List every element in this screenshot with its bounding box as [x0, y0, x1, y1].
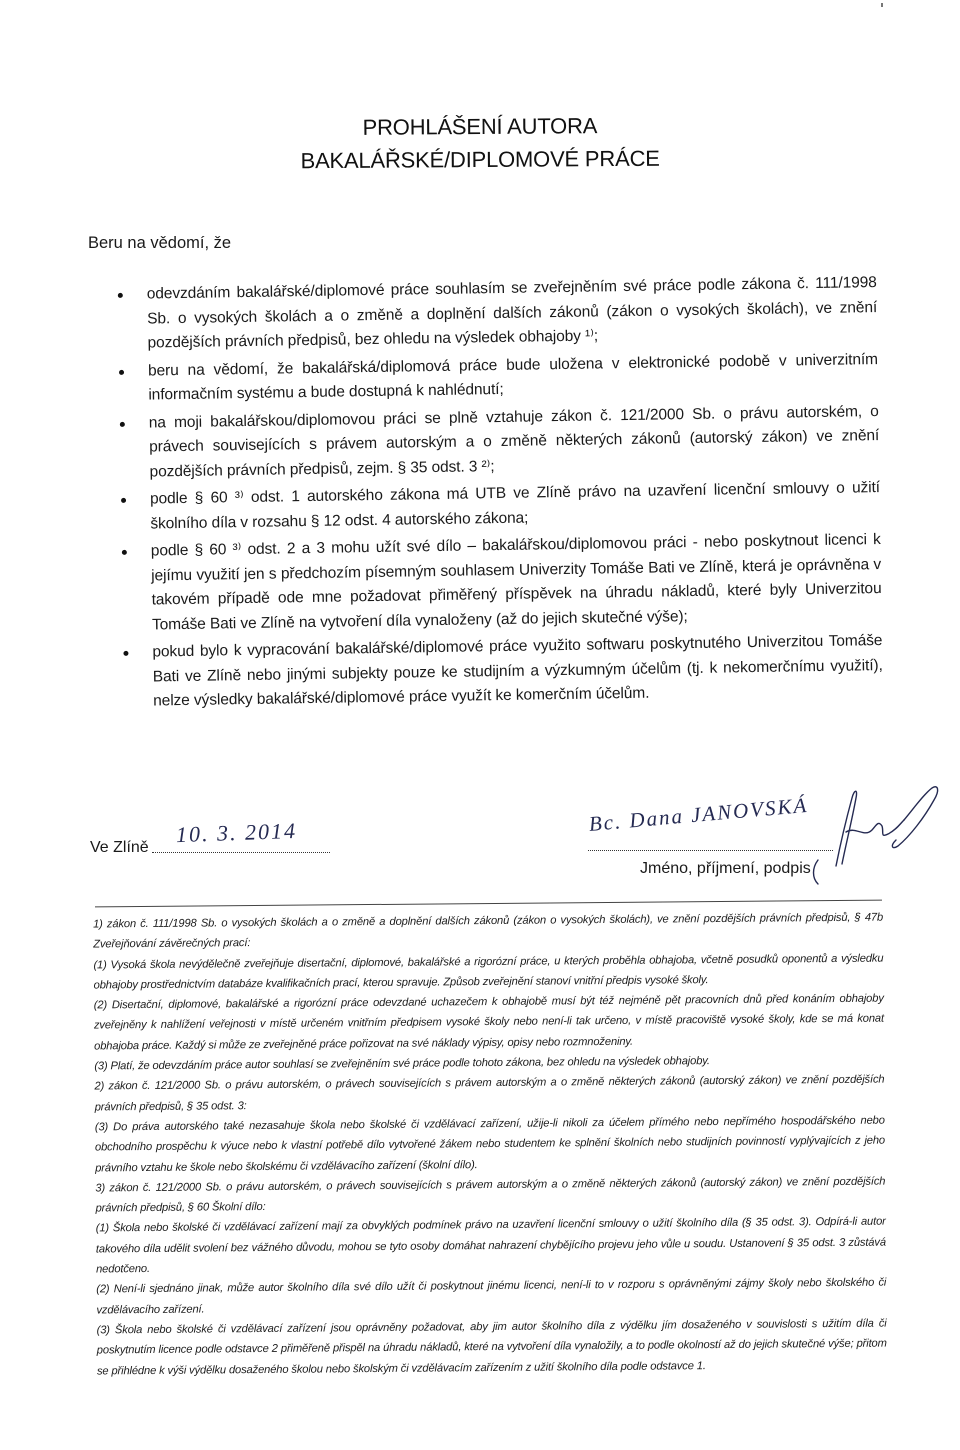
- signature-stroke: [892, 787, 937, 848]
- footnote-paragraph: (1) Vysoká škola nevýdělečně zveřejňuje disertační, diplomové, bakalářské a rigorózní práce, u kterých proběhla obhajoba, včetně posudků oponentů a výsledku obhajoby prostřednictvím databáze kvalifikačních prací, kterou spravuje. Způsob zveřejnění stanoví vnitřní předpis vysoké školy.: [93, 952, 884, 992]
- bullet-dot: [119, 369, 124, 374]
- signature-scribble: [806, 780, 940, 885]
- list-item: [119, 528, 882, 638]
- page-title: [130, 108, 830, 179]
- list-item: [116, 348, 879, 409]
- footnote-separator: [95, 900, 882, 908]
- footnote-paragraph: (3) Platí, že odevzdáním práce autor souhlasí se zveřejněním své práce podle tohoto zákona, bez ohledu na výsledek obhajoby.: [94, 1055, 710, 1073]
- handwritten-date: 10. 3. 2014: [175, 817, 298, 848]
- place-label: Ve Zlíně: [90, 839, 149, 856]
- date-dotted-line: [152, 852, 330, 853]
- footnote-paragraph: 1) zákon č. 111/1998 Sb. o vysokých školách a o změně a doplnění dalších zákonů (zákon o vysokých školách), ve znění pozdějších právních předpisů, § 47b Zveřejňování závěrečných prací:: [93, 911, 884, 951]
- signature-stroke: [836, 791, 857, 866]
- footnote-paragraph: (2) Disertační, diplomové, bakalářské a rigorózní práce odevzdané uchazečem k obhajobě musí být též nejméně pět pracovních dnů před konáním obhajoby zveřejněny k nahlížení veřejnosti v místě určeném vnitřním předpisem vysoké školy nebo není-li tak určeno, v místě pracoviště vysoké školy, kde se má konat obhajoba práce. Každý si může ze zveřejněné práce pořizovat na své náklady výpisy, opisy nebo rozmnoženiny.: [93, 992, 884, 1053]
- handwritten-name: Bc. Dana JANOVSKÁ: [587, 792, 810, 837]
- footnote-paragraph: (2) Není-li sjednáno jinak, může autor školního díla své dílo užít či poskytnout jinému licenci, není-li to v rozporu s oprávněnými zájmy školy nebo školského či vzdělávacího zařízení.: [96, 1276, 887, 1317]
- scan-speck: [881, 3, 883, 7]
- list-item: [117, 400, 880, 485]
- footnote-paragraph: 2) zákon č. 121/2000 Sb. o právu autorském, o právech souvisejících s právem autorským a o změně některých zákonů (autorský zákon) ve znění pozdějších právních předpisů, § 35 odst. 3:: [94, 1073, 885, 1114]
- signature-stroke: [814, 860, 819, 884]
- list-item-text: odevzdáním bakalářské/diplomové práce souhlasím se zveřejněním své práce podle zákona č. 111/1998 Sb. o vysokých školách a o změně a doplnění dalších zákonů (zákon o vysokých školách), ve znění pozdějších právních předpisů, bez ohledu na výsledek obhajoby ¹⁾;: [146, 274, 878, 352]
- signature-caption: Jméno, příjmení, podpis: [640, 860, 811, 877]
- list-item: [118, 476, 881, 537]
- title-line-1: PROHLÁŠENÍ AUTORA: [362, 113, 598, 140]
- list-item-text: beru na vědomí, že bakalářská/diplomová práce bude uložena v elektronické podobě v univerzitním informačním systému a bude dostupná k nahlédnutí;: [147, 350, 879, 404]
- list-item-text: podle § 60 ³⁾ odst. 2 a 3 mohu užít své dílo – bakalářskou/diplomovou práci - nebo poskytnout licenci k jejímu využití jen s předchozím písemným souhlasem Univerzity Tomáše Bati ve Zlíně, která je oprávněna v takovém případě ode mne požadovat přiměřený příspěvek na úhradu nákladů, které byly Univerzitou Tomáše Bati ve Zlíně na vytvoření díla vynaloženy (až do jejich skutečné výše);: [150, 531, 882, 633]
- title-line-2: BAKALÁŘSKÉ/DIPLOMOVÉ PRÁCE: [300, 145, 660, 174]
- footnote-paragraph: 3) zákon č. 121/2000 Sb. o právu autorském, o právech souvisejících s právem autorským a o změně některých zákonů (autorský zákon) ve znění pozdějších právních předpisů, § 60 Školní dílo:: [95, 1175, 886, 1215]
- footnote-paragraph: (3) Do práva autorského také nezasahuje škola nebo školské či vzdělávací zařízení, užije-li nikoli za účelem přímého nebo nepřímého hospodářského nebo obchodního prospěchu k výuce nebo k vlastní potřebě dílo vytvořené žákem nebo studentem ke splnění školních nebo studijních povinností vyplývajících z jeho právního vztahu ke škole nebo školskému či vzdělávacího zařízení (školní dílo).: [94, 1114, 886, 1175]
- bullet-dot: [122, 550, 127, 555]
- footnotes: [93, 908, 887, 1382]
- signature-stroke: [846, 820, 904, 835]
- bullet-dot: [121, 498, 126, 503]
- list-item: [115, 271, 878, 356]
- bullet-dot: [118, 293, 123, 298]
- list-item-text: na moji bakalářskou/diplomovou práci se plně vztahuje zákon č. 121/2000 Sb. o právu autorském, o právech souvisejících s právem autorským a o změně některých zákonů (autorský zákon) ve znění pozdějších právních předpisů, zejm. § 35 odst. 3 ²⁾;: [148, 402, 880, 480]
- bullet-dot: [120, 421, 125, 426]
- intro-text: Beru na vědomí, že: [88, 234, 232, 252]
- list-item: [120, 629, 883, 714]
- name-dotted-line: [588, 850, 833, 851]
- footnote-paragraph: (3) Škola nebo školské či vzdělávací zařízení jsou oprávněny požadovat, aby jim autor školního díla z výdělku jím dosaženého v souvislosti s užitím díla či poskytnutím licence podle odstavce 2 přiměřeně přispěl na úhradu nákladů, které na vytvoření díla vynaložily, a to podle okolností až do jejich skutečné výše; přitom se přihlédne k výši výdělku dosaženého školou nebo školským či vzdělávacím zařízením z užití školního díla podle odstavce 1.: [96, 1317, 887, 1377]
- list-item-text: podle § 60 ³⁾ odst. 1 autorského zákona má UTB ve Zlíně právo na uzavření licenční smlouvy o užití školního díla v rozsahu § 12 odst. 4 autorského zákona;: [149, 479, 881, 532]
- footnote-paragraph: (1) Škola nebo školské či vzdělávací zařízení mají za obvyklých podmínek právo na uzavření licenční smlouvy o užití školního díla (§ 35 odst. 3). Odpírá-li autor takového díla udělit svolení bez vážného důvodu, mohou se tyto osoby domáhat nahrazení chybějícího projevu jeho vůle u soudu. Ustanovení § 35 odst. 3 zůstává nedotčeno.: [95, 1216, 886, 1276]
- bullet-dot: [123, 651, 128, 656]
- declaration-list: [115, 271, 884, 717]
- list-item-text: pokud bylo k vypracování bakalářské/diplomové práce využito softwaru poskytnutého Univerzitou Tomáše Bati ve Zlíně nebo jinými subjekty pouze ke studijním a výzkumným účelům (tj. k nekomerčnímu využití), nelze výsledky bakalářské/diplomové práce využít ke komerčním účelům.: [152, 631, 883, 710]
